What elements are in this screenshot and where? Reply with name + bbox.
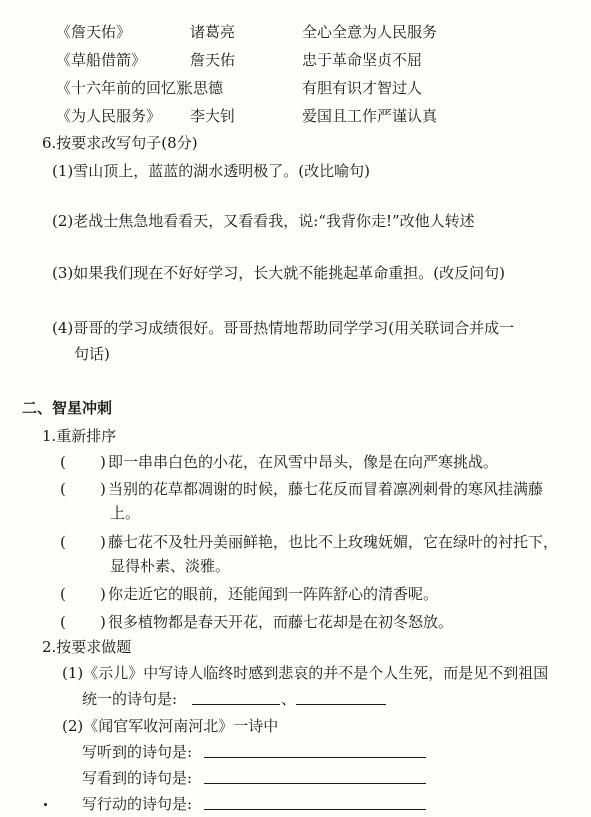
reorder-item-4: 你走近它的眼前，还能闻到一阵阵舒心的清香呢。 [108,585,439,603]
matching-text-4: 《为人民服务》 [56,107,162,125]
reorder-item-5: 很多植物都是春天开花，而藤七花却是在初冬怒放。 [108,613,454,631]
reorder-paren-open-2: ( [60,480,66,498]
matching-person-4: 李大钊 [190,107,236,125]
reorder-answer-slot-4[interactable] [90,584,100,604]
q6-item-3: (3)如果我们现在不好好学习，长大就不能挑起革命重担。(改反问句) [52,264,505,282]
q6-item-1: (1)雪山顶上，蓝蓝的湖水透明极了。(改比喻句) [52,162,370,180]
reorder-item-2: 当别的花草都凋谢的时候，藤七花反而冒着凛冽刺骨的寒风挂满藤 [108,480,544,498]
q2-heard-label: 写听到的诗句是: [82,743,193,761]
matching-person-2: 詹天佑 [190,51,236,69]
q6-item-4-cont: 句话) [74,345,110,363]
reorder-paren-open-3: ( [60,533,66,551]
q2-sub1-line1: (1)《示儿》中写诗人临终时感到悲哀的并不是个人生死，而是见不到祖国 [62,664,549,682]
q2-sub1-line2: 统一的诗句是: [82,690,178,708]
matching-text-1: 《詹天佑》 [56,23,132,41]
reorder-item-3-cont: 显得朴素、淡雅。 [110,557,231,575]
section2-title: 二、智星冲刺 [22,399,113,417]
matching-text-2: 《草船借箭》 [56,51,147,69]
matching-quality-4: 爱国且工作严谨认真 [302,107,438,125]
matching-person-1: 诸葛亮 [190,23,236,41]
q2-heard-answer[interactable] [204,743,426,758]
reorder-item-2-cont: 上。 [110,504,141,522]
q6-title: 6.按要求改写句子(8分) [42,134,198,152]
reorder-answer-slot-1[interactable] [90,452,100,472]
reorder-item-3: 藤七花不及牡丹美丽鲜艳，也比不上玫瑰妩媚，它在绿叶的衬托下， [108,533,559,551]
scan-speck [44,803,47,806]
q2-sub1-separator: 、 [281,690,297,708]
reorder-answer-slot-5[interactable] [90,612,100,632]
reorder-paren-close-5: ) [100,613,106,631]
q2-sub1-answer-2[interactable] [296,690,386,705]
reorder-paren-open-4: ( [60,585,66,603]
q2-action-answer[interactable] [204,795,426,810]
q2-seen-answer[interactable] [204,769,426,784]
reorder-paren-close-4: ) [100,585,106,603]
q2-seen-label: 写看到的诗句是: [82,769,193,787]
reorder-paren-close-2: ) [100,480,106,498]
q6-item-4: (4)哥哥的学习成绩很好。哥哥热情地帮助同学学习(用关联词合并成一 [52,319,515,337]
matching-quality-2: 忠于革命坚贞不屈 [302,51,423,69]
matching-quality-3: 有胆有识才智过人 [302,79,423,97]
matching-text-3: 《十六年前的回忆》 [56,79,192,97]
q2-title: 2.按要求做题 [42,638,132,656]
q6-item-2: (2)老战士焦急地看看天，又看看我，说:“我背你走!”改他人转述 [52,212,475,230]
q2-sub2-title: (2)《闻官军收河南河北》一诗中 [62,717,279,735]
matching-person-3: 张思德 [178,79,224,97]
reorder-answer-slot-2[interactable] [90,479,100,499]
matching-quality-1: 全心全意为人民服务 [302,23,438,41]
reorder-answer-slot-3[interactable] [90,532,100,552]
reorder-paren-open-1: ( [60,453,66,471]
reorder-paren-close-3: ) [100,533,106,551]
reorder-paren-close-1: ) [100,453,106,471]
reorder-item-1: 即一串串白色的小花，在风雪中昂头，像是在向严寒挑战。 [108,453,499,471]
reorder-title: 1.重新排序 [42,427,117,445]
q2-sub1-answer-1[interactable] [192,690,280,705]
q2-action-label: 写行动的诗句是: [82,795,193,813]
reorder-paren-open-5: ( [60,613,66,631]
